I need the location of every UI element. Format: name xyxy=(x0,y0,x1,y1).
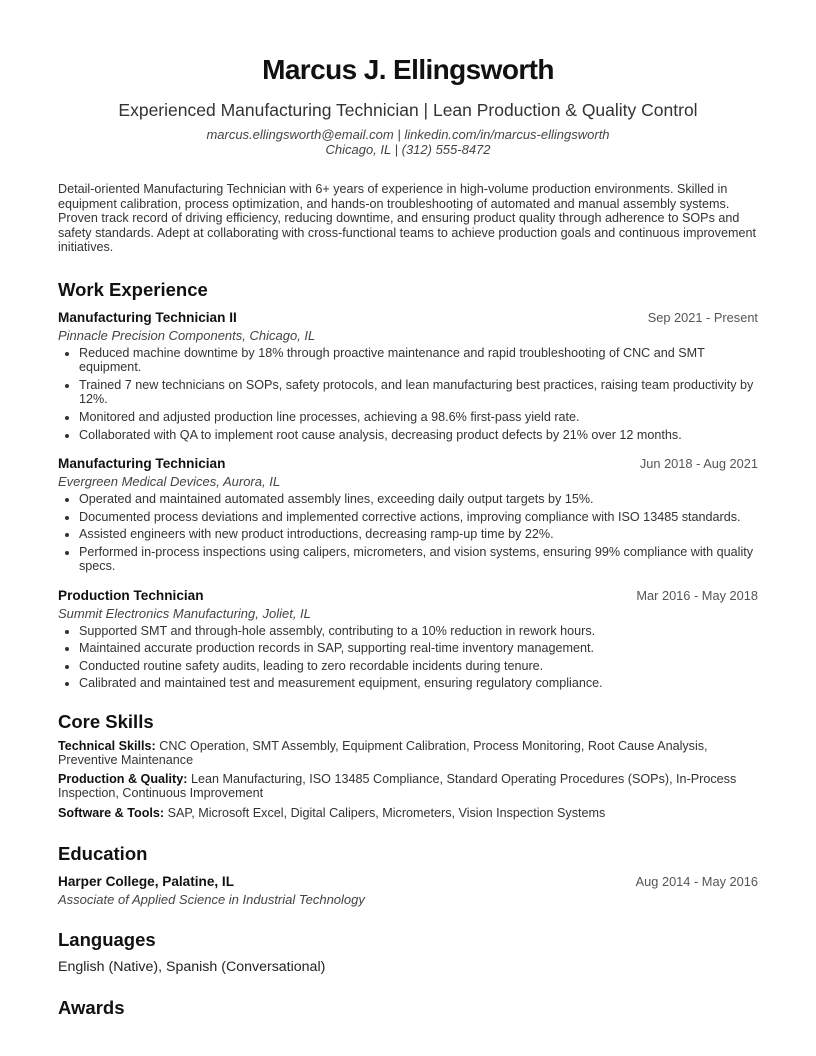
job-bullets xyxy=(58,624,758,691)
job-entry xyxy=(58,309,758,442)
job-dates: Sep 2021 - Present xyxy=(647,309,758,325)
section-title-skills: Core Skills xyxy=(58,710,154,732)
education-school: Harper College, Palatine, IL xyxy=(58,873,235,889)
job-company: Evergreen Medical Devices, Aurora, IL xyxy=(58,473,281,489)
skill-label: Software & Tools: xyxy=(58,805,165,820)
job-bullet: • Operated and maintained automated assembly lines, exceeding daily output targets by 15%. xyxy=(79,492,758,506)
job-bullet: • Maintained accurate production records in SAP, supporting real-time inventory management. xyxy=(79,641,758,655)
section-title-education: Education xyxy=(58,842,148,864)
section-title-languages: Languages xyxy=(58,928,156,950)
education-degree: Associate of Applied Science in Industrial Technology xyxy=(58,891,365,907)
education-section xyxy=(58,843,758,908)
job-bullets xyxy=(58,492,758,574)
skill-row xyxy=(58,739,758,768)
headline: Experienced Manufacturing Technician | Lean Production & Quality Control xyxy=(118,100,698,120)
skills-section xyxy=(58,711,758,820)
job-bullet: • Trained 7 new technicians on SOPs, safety protocols, and lean manufacturing best practices, raising team productivity by 12%. xyxy=(79,378,758,407)
languages-text: English (Native), Spanish (Conversational) xyxy=(58,958,326,975)
job-dates: Mar 2016 - May 2018 xyxy=(636,587,758,603)
job-company: Pinnacle Precision Components, Chicago, IL xyxy=(58,327,316,343)
skill-label: Technical Skills: xyxy=(58,738,156,753)
job-dates: Jun 2018 - Aug 2021 xyxy=(639,455,758,471)
skill-row xyxy=(58,806,758,820)
languages-section xyxy=(58,929,758,976)
education-dates: Aug 2014 - May 2016 xyxy=(635,873,758,889)
job-bullet: • Supported SMT and through-hole assembly, contributing to a 10% reduction in rework hours. xyxy=(79,624,758,638)
section-title-awards: Awards xyxy=(58,996,125,1018)
skill-label: Production & Quality: xyxy=(58,772,188,787)
work-experience-section xyxy=(58,279,758,691)
job-bullet: • Assisted engineers with new product introductions, decreasing ramp-up time by 22%. xyxy=(79,527,758,541)
job-bullet: • Reduced machine downtime by 18% through proactive maintenance and rapid troubleshooting of CNC and SMT equipment. xyxy=(79,346,758,375)
skill-text: Lean Manufacturing, ISO 13485 Compliance, Standard Operating Procedures (SOPs), In-Process Inspection, Continuous Improvement xyxy=(58,772,737,801)
contact-line-1: marcus.ellingsworth@email.com | linkedin.com/in/marcus-ellingsworth xyxy=(206,127,610,142)
professional-summary: Detail-oriented Manufacturing Technician with 6+ years of experience in high-volume production environments. Skilled in equipment calibration, process optimization, and hands-on troubleshooting of automated and manual assembly systems. Proven track record of driving efficiency, reducing downtime, and ensuring product quality through adherence to SOPs and safety standards. Adept at collaborating with cross-functional teams to achieve production goals and continuous improvement initiatives. xyxy=(58,182,756,255)
skill-text: SAP, Microsoft Excel, Digital Calipers, Micrometers, Vision Inspection Systems xyxy=(167,805,606,820)
contact-line-2: Chicago, IL | (312) 555-8472 xyxy=(325,142,491,157)
job-bullets xyxy=(58,346,758,442)
job-bullet: • Documented process deviations and implemented corrective actions, improving compliance with ISO 13485 standards. xyxy=(79,510,758,524)
resume-page xyxy=(58,52,758,1019)
job-company: Summit Electronics Manufacturing, Joliet, IL xyxy=(58,605,311,621)
job-bullet: • Collaborated with QA to implement root cause analysis, decreasing product defects by 21% over 12 months. xyxy=(79,428,758,442)
section-title-experience: Work Experience xyxy=(58,278,208,300)
job-bullet: • Performed in-process inspections using calipers, micrometers, and vision systems, ensuring 99% compliance with quality specs. xyxy=(79,545,758,574)
job-title: Manufacturing Technician xyxy=(58,455,226,471)
awards-section xyxy=(58,997,758,1019)
job-entry xyxy=(58,455,758,574)
job-bullet: • Conducted routine safety audits, leading to zero recordable incidents during tenure. xyxy=(79,659,758,673)
skill-text: CNC Operation, SMT Assembly, Equipment Calibration, Process Monitoring, Root Cause Analysis, Preventive Maintenance xyxy=(58,738,708,768)
job-title: Production Technician xyxy=(58,587,204,603)
candidate-name: Marcus J. Ellingsworth xyxy=(262,54,554,85)
job-bullet: • Monitored and adjusted production line processes, achieving a 98.6% first-pass yield rate. xyxy=(79,410,758,424)
skill-row xyxy=(58,772,758,801)
job-bullet: • Calibrated and maintained test and measurement equipment, ensuring regulatory compliance. xyxy=(79,676,758,690)
job-title: Manufacturing Technician II xyxy=(58,309,237,325)
job-entry xyxy=(58,587,758,691)
